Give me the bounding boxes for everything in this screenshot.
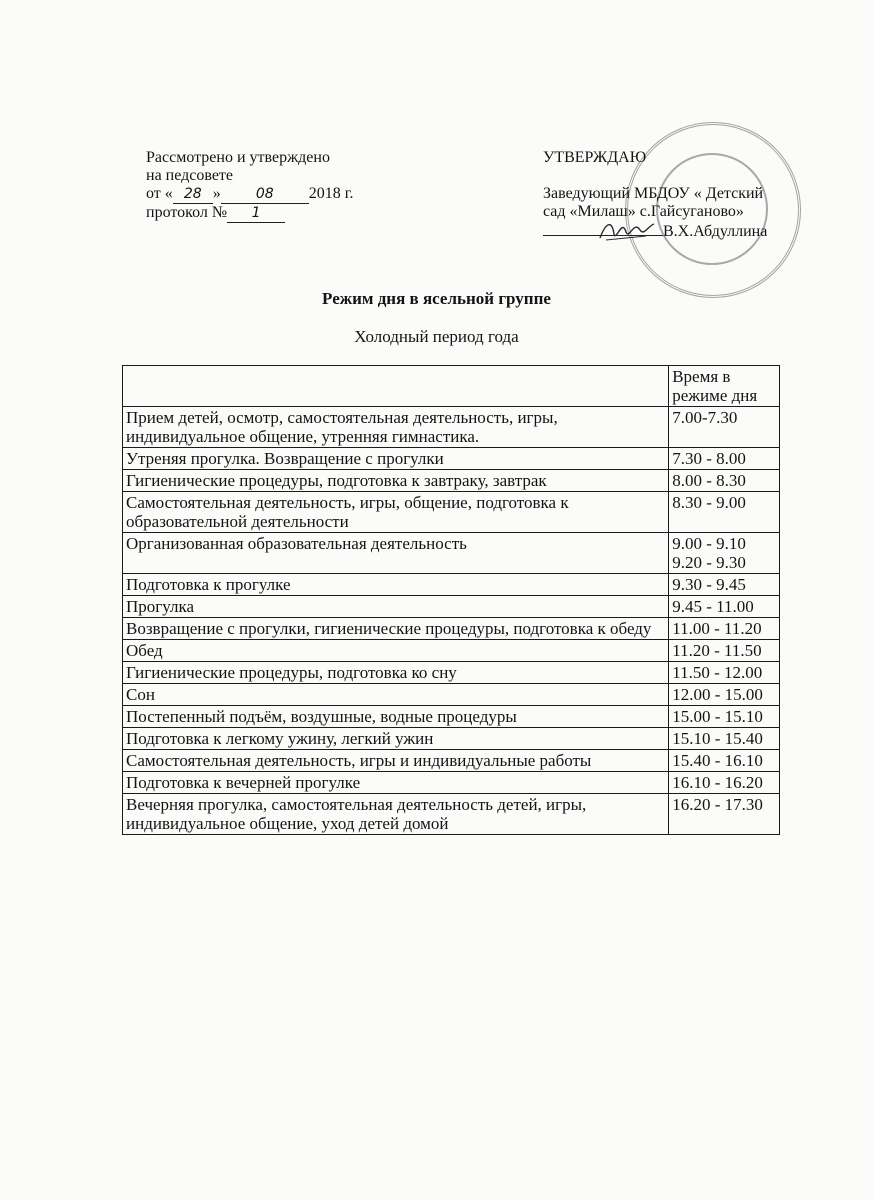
approval-date	[146, 185, 354, 204]
time-cell	[669, 662, 780, 684]
table-row	[123, 640, 780, 662]
table-row	[123, 772, 780, 794]
header-activity	[123, 366, 669, 407]
table-row	[123, 470, 780, 492]
activity-cell: Организованная образовательная деятельность	[123, 533, 669, 574]
approval-right-line2: сад «Милаш» с.Гайсуганово»	[543, 203, 744, 220]
approval-left-line1: Рассмотрено и утверждено	[146, 149, 330, 166]
signature-mark	[596, 212, 656, 246]
activity-cell: Прогулка	[123, 596, 669, 618]
approval-right-line1: Заведующий МБДОУ « Детский	[543, 185, 764, 202]
activity-cell: Утреняя прогулка. Возвращение с прогулки	[123, 448, 669, 470]
time-value: 9.45 - 11.00	[672, 597, 754, 616]
activity-cell: Подготовка к вечерней прогулке	[123, 772, 669, 794]
time-value: 8.00 - 8.30	[672, 471, 746, 490]
date-mid: »	[212, 185, 221, 202]
page-title: Режим дня в ясельной группе	[322, 289, 551, 308]
table-row	[123, 492, 780, 533]
page-subtitle: Холодный период года	[354, 327, 519, 346]
activity-cell: Сон	[123, 684, 669, 706]
approval-left-line2: на педсовете	[146, 167, 234, 184]
time-cell	[669, 407, 780, 448]
time-value: 16.10 - 16.20	[672, 773, 763, 792]
header-time: Время в режиме дня	[669, 366, 780, 407]
time-cell	[669, 794, 780, 835]
signer-name: В.Х.Абдуллина	[663, 223, 768, 240]
date-prefix: от «	[146, 185, 173, 202]
time-cell	[669, 728, 780, 750]
table-row	[123, 407, 780, 448]
activity-cell: Самостоятельная деятельность, игры и индивидуальные работы	[123, 750, 669, 772]
time-cell	[669, 640, 780, 662]
table-row	[123, 750, 780, 772]
time-value: 7.30 - 8.00	[672, 449, 746, 468]
protocol-line	[146, 204, 354, 223]
protocol-label: протокол №	[146, 204, 228, 221]
date-year: 2018 г.	[308, 185, 354, 202]
time-cell	[669, 596, 780, 618]
date-day: 28	[173, 185, 213, 204]
time-cell	[669, 533, 780, 574]
time-value: 8.30 - 9.00	[672, 493, 746, 512]
time-value: 9.00 - 9.10	[672, 534, 746, 553]
time-cell	[669, 772, 780, 794]
time-value: 9.30 - 9.45	[672, 575, 746, 594]
table-row	[123, 662, 780, 684]
table-row	[123, 706, 780, 728]
time-cell	[669, 750, 780, 772]
time-value: 15.10 - 15.40	[672, 729, 763, 748]
time-value: 15.00 - 15.10	[672, 707, 763, 726]
activity-cell: Постепенный подъём, воздушные, водные процедуры	[123, 706, 669, 728]
approval-left	[146, 149, 354, 223]
time-cell	[669, 706, 780, 728]
activity-cell: Подготовка к легкому ужину, легкий ужин	[123, 728, 669, 750]
activity-cell: Гигиенические процедуры, подготовка ко сну	[123, 662, 669, 684]
activity-cell: Самостоятельная деятельность, игры, общение, подготовка к образовательной деятельности	[123, 492, 669, 533]
activity-cell: Возвращение с прогулки, гигиенические процедуры, подготовка к обеду	[123, 618, 669, 640]
protocol-number: 1	[227, 204, 285, 223]
table-header-row	[123, 366, 780, 407]
time-value: 11.50 - 12.00	[672, 663, 763, 682]
table-row	[123, 596, 780, 618]
table-row	[123, 533, 780, 574]
table-row	[123, 794, 780, 835]
time-value: 11.00 - 11.20	[672, 619, 762, 638]
time-value: 9.20 - 9.30	[672, 553, 746, 572]
activity-cell: Гигиенические процедуры, подготовка к завтраку, завтрак	[123, 470, 669, 492]
table-row	[123, 448, 780, 470]
activity-cell: Подготовка к прогулке	[123, 574, 669, 596]
table-row	[123, 728, 780, 750]
table-row	[123, 684, 780, 706]
time-value: 11.20 - 11.50	[672, 641, 762, 660]
date-month: 08	[221, 185, 309, 204]
schedule-table	[122, 365, 780, 835]
time-value: 15.40 - 16.10	[672, 751, 763, 770]
time-value: 12.00 - 15.00	[672, 685, 763, 704]
time-value: 7.00-7.30	[672, 408, 738, 427]
activity-cell: Обед	[123, 640, 669, 662]
time-value: 16.20 - 17.30	[672, 795, 763, 814]
time-cell	[669, 684, 780, 706]
time-cell	[669, 574, 780, 596]
approval-heading: УТВЕРЖДАЮ	[543, 149, 647, 166]
time-cell	[669, 470, 780, 492]
time-cell	[669, 618, 780, 640]
time-cell	[669, 448, 780, 470]
time-cell	[669, 492, 780, 533]
table-row	[123, 618, 780, 640]
activity-cell: Вечерняя прогулка, самостоятельная деятельность детей, игры, индивидуальное общение, уход детей домой	[123, 794, 669, 835]
activity-cell: Прием детей, осмотр, самостоятельная деятельность, игры, индивидуальное общение, утренняя гимнастика.	[123, 407, 669, 448]
table-row	[123, 574, 780, 596]
